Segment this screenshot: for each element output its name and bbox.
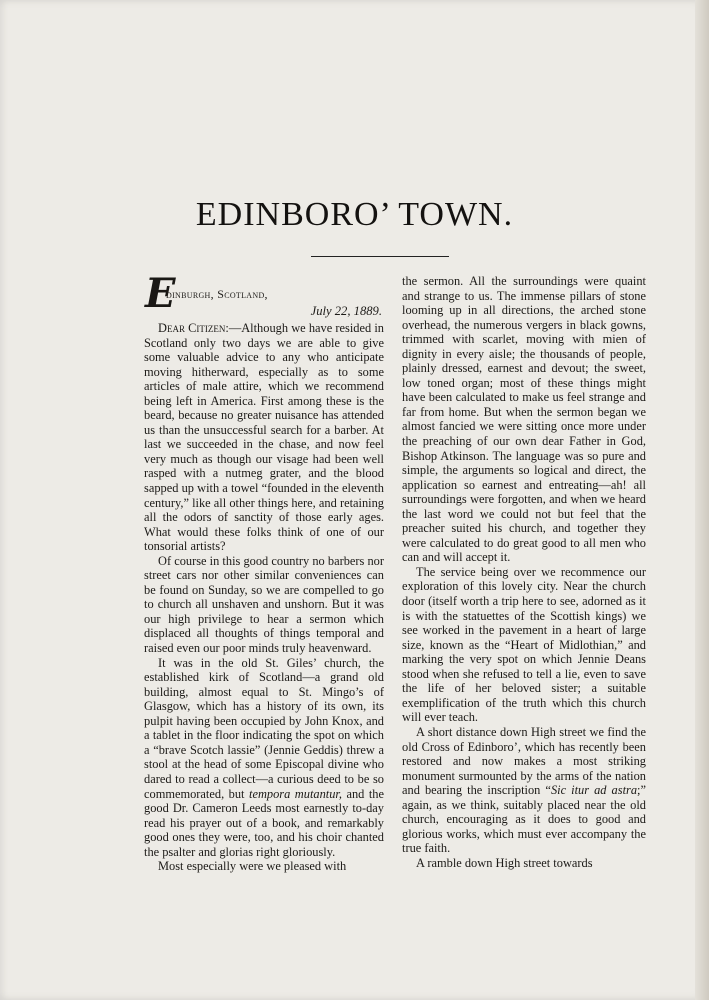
article-title: EDINBORO’ TOWN. [195,196,514,233]
paragraph-1-text: —Although we have resided in Scotland only two days we are able to give some valuable advice to any who anticipate moving hitherward, especially as to some articles of male attire, which we recommend being left in America. First among these is the beard, because no greater nuisance has attended us than the unsuccessful search for a barber. At last we succeeded in the chase, and now feel very much as though our visage had been well rasped with a nutmeg grater, and the blood sapped up with a towel “founded in the eleventh century,” like all other things here, and retaining all the odors of sanctity of those early ages. What would these folks think of one of our tonsorial artists? [144,321,384,554]
paragraph-3 [144,656,384,860]
paragraph-3-text-b: and the good Dr. Cameron Leeds most earnestly to-day read his prayer out of a book, and remarkably good ones they were, too, and his choir chanted the psalter and glorias right gloriously. [144,786,384,859]
dateline-date: July 22, 1889. [310,304,382,318]
left-column [144,270,384,874]
paragraph-4-continued: the sermon. All the surroundings were quaint and strange to us. The immense pillars of stone looming up in all directions, the arched stone overhead, the numerous vergers in black gowns, trimmed with scarlet, moving with mien of dignity in every aisle; the thousands of people, plainly dressed, earnest and devout; the sweet, low toned organ; most of these things might have been calculated to make us feel strange and far from home. But when the sermon began we almost fancied we were sitting once more under the preaching of our own dear Father in God, Bishop Atkinson. The language was so pure and simple, the arguments so logical and direct, the application so earnest and entreating—ah! all surroundings were forgotten, and when we heard the last word we could not but feel that the preacher suited his church, and together they were calculated to do great good to all men who can and will accept it. [402,274,646,565]
paragraph-3-text-a: It was in the old St. Giles’ church, the established kirk of Scotland—a grand old building, almost equal to St. Mingo’s of Glasgow, which has a history of its own, its pulpit having been occupied by John Knox, and a tablet in the floor indicating the spot on which a “brave Scotch lassie” (Jennie Geddis) threw a stool at the head of some Episcopal divine who dared to read a collect—a curious deed to be so commemorated, but [144,655,384,801]
salutation: Dear Citizen: [158,321,229,335]
paragraph-6 [402,725,646,856]
paragraph-1 [144,321,384,554]
dateline [144,270,384,321]
drop-cap: E [145,270,176,317]
page-edge [695,0,709,1000]
paragraph-4-start: Most especially were we pleased with [158,859,347,874]
paragraph-7: A ramble down High street towards [416,855,593,870]
dateline-place: dinburgh, Scotland, [166,287,268,301]
paragraph-6-text-a: A short distance down High street we find the old Cross of Edinboro’, which has recently been restored and now makes a most striking monument surmounted by the arms of the nation and bearing the inscription “ [402,724,646,798]
inscription: Sic itur ad astra [550,783,638,798]
paragraph-5: The service being over we recommence our exploration of this lovely city. Near the church door (itself worth a trip here to see, adorned as it is with the statuettes of the Scottish kings) we see worked in the pavement in a heart of large size, known as the “Heart of Midlothian,” and marking the very spot on which Jennie Deans stood when she refused to tell a lie, even to save the life of her beloved sister; a suitable exemplification of the truth which this church will ever teach. [402,564,646,725]
title-rule [311,256,449,257]
paragraph-6-text-b: ;” again, as we think, suitably placed near the old church, encouraging as it does to good and glorious works, which must ever accompany the true faith. [402,783,646,856]
latin-phrase: tempora mutantur, [249,786,342,801]
paragraph-2: Of course in this good country no barbers nor street cars nor other similar conveniences can be found on Sunday, so we are compelled to go to church all unshaven and unshorn. But it was our high privilege to hear a sermon which displaced all thoughts of things temporal and raised even our poor minds truly heavenward. [144,553,384,656]
right-column [402,274,646,870]
